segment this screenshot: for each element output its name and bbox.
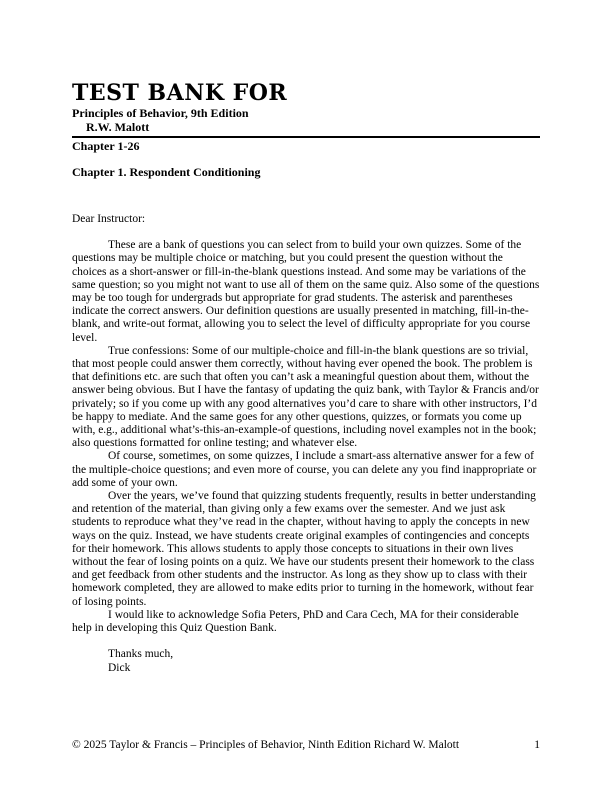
header-divider <box>72 136 540 138</box>
paragraph: These are a bank of questions you can select from to build your own quizzes. Some of the questions may be multiple choice or matching, but you could present the question without the choices as a short-answer or fill-in-the-blank questions instead. And some may be variations of the same question; so you might not want to use all of them on the same quiz. Also some of the questions may be too tough for undergrads but appropriate for grad students. The asterisk and parentheses indicate the correct answers. Our definition questions are usually presented in matching, fill-in-the-blank, and write-out format, allowing you to select the level of difficulty appropriate for you course level. <box>72 239 540 344</box>
chapter-heading: Chapter 1. Respondent Conditioning <box>72 165 261 179</box>
paragraph: Over the years, we’ve found that quizzing students frequently, results in better understanding and retention of the material, than giving only a few exams over the semester. And we just ask students to reproduce what they’ve read in the chapter, without having to apply the concepts in new ways on the quiz. Instead, we have students create original examples of contingencies and concepts for their homework. This allows students to apply those concepts to situations in their own lives without the fear of losing points on a quiz. We have our students present their homework to the class and get feedback from other students and the instructor. As long as they show up to class with their homework completed, they are allowed to make edits prior to turning in the homework, without fear of losing points. <box>72 490 536 608</box>
author-name: R.W. Malott <box>86 120 150 134</box>
page-content <box>72 72 540 675</box>
signature-name: Dick <box>108 661 131 674</box>
page-footer <box>72 739 540 752</box>
footer-copyright: © 2025 Taylor & Francis – Principles of Behavior, Ninth Edition Richard W. Malott <box>72 739 460 751</box>
footer-page-number: 1 <box>534 739 540 751</box>
paragraph: I would like to acknowledge Sofia Peters, PhD and Cara Cech, MA for their considerable help in developing this Quiz Question Bank. <box>72 608 519 635</box>
salutation: Dear Instructor: <box>72 213 146 225</box>
page-title: TEST BANK FOR <box>72 80 288 106</box>
paragraph: True confessions: Some of our multiple-choice and fill-in-the blank questions are so trivial, that most people could answer them correctly, without having ever opened the book. The problem is that definitions etc. are such that often you can’t ask a meaningful question about them, without the answer being obvious. But I have the fantasy of updating the quiz bank, with Taylor & Francis and/or privately; so if you come up with any good alternatives you’d care to share with other instructors, I’d be happy to mediate. And the same goes for any other questions, quizzes, or formats you come up with, e.g., additional what’s-this-an-example-of questions, including novel examples not in the book; also questions formatted for online testing; and whatever else. <box>72 344 539 450</box>
closing-line: Thanks much, <box>108 648 174 661</box>
paragraph: Of course, sometimes, on some quizzes, I include a smart-ass alternative answer for a few of the multiple-choice questions; and even more of course, you can delete any you find inappropriate or add some of your own. <box>72 450 537 489</box>
document-header <box>72 81 540 179</box>
letter-body <box>72 213 540 675</box>
book-subtitle: Principles of Behavior, 9th Edition <box>72 106 249 120</box>
chapter-range: Chapter 1-26 <box>72 139 140 153</box>
